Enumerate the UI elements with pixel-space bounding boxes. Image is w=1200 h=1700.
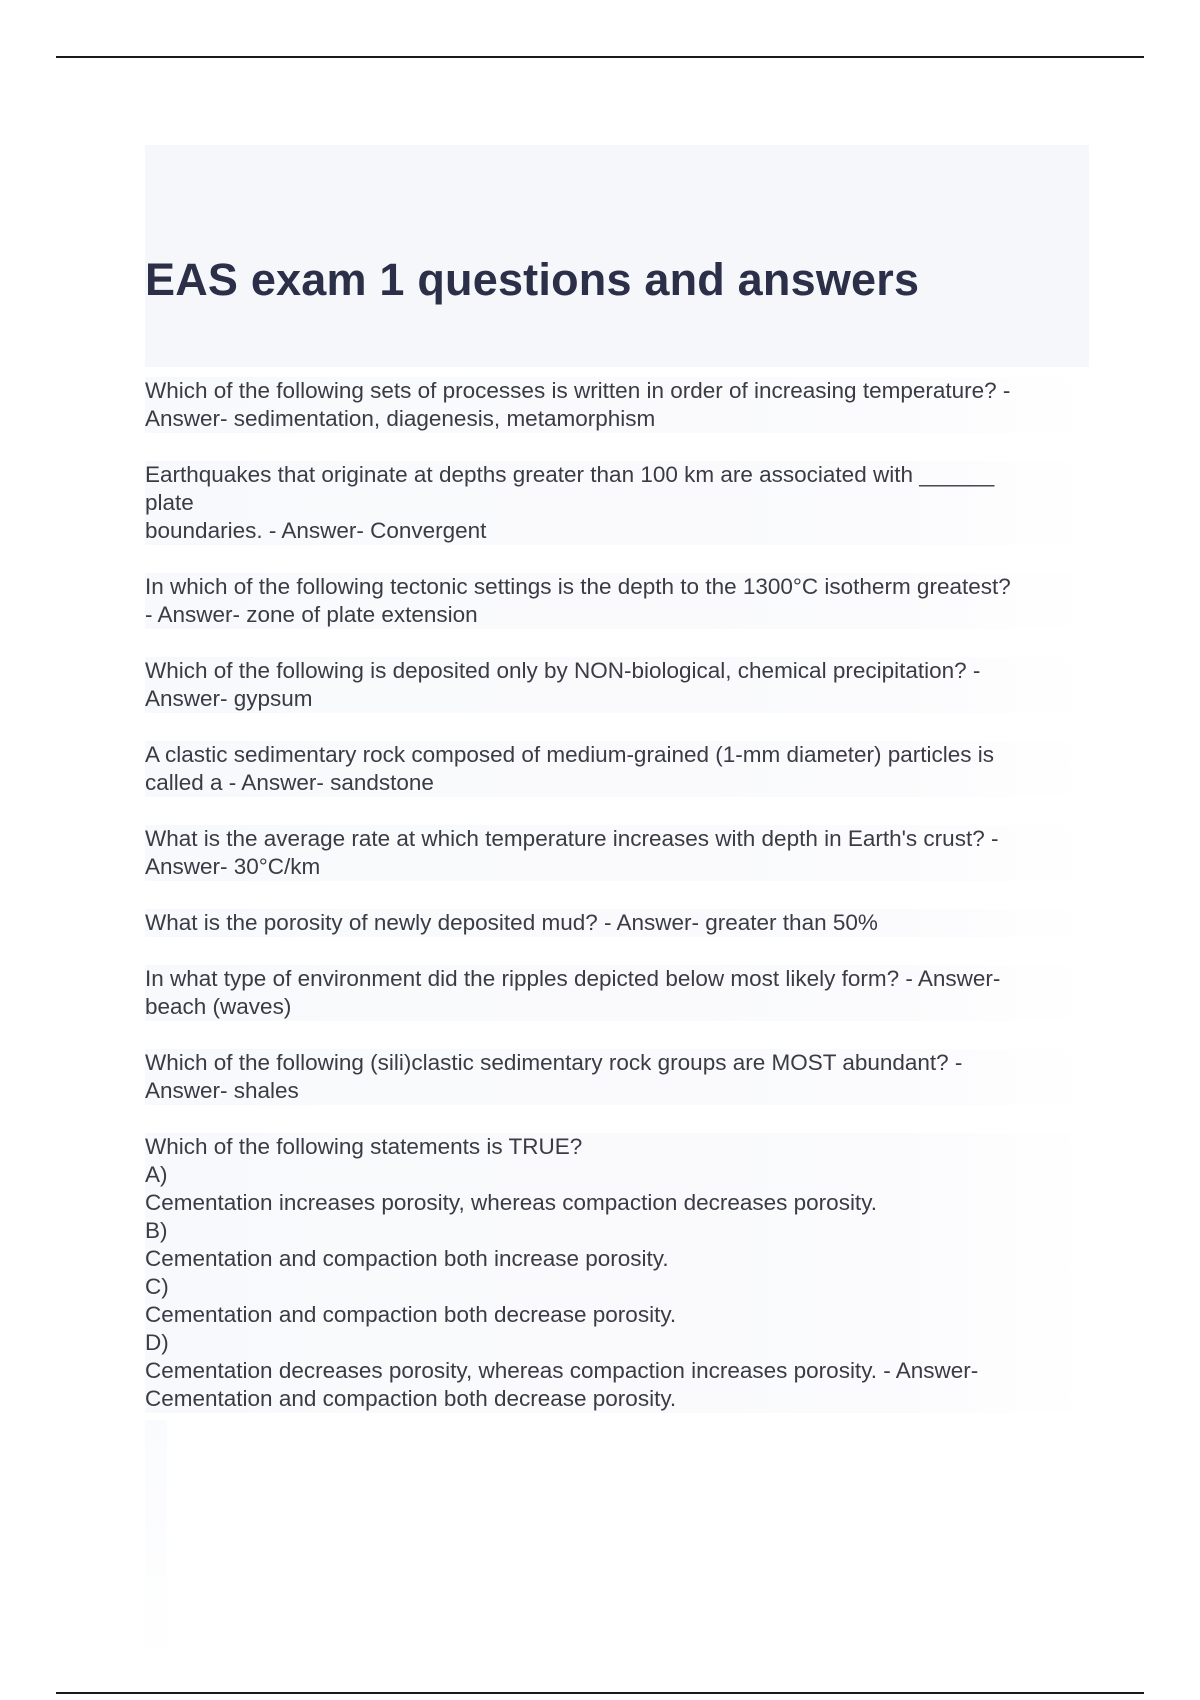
qa-line: Answer- sedimentation, diagenesis, metamorphism (145, 406, 656, 431)
option-text-b: Cementation and compaction both increase porosity. (145, 1246, 669, 1271)
qa-line: What is the average rate at which temperature increases with depth in Earth's crust? - (145, 826, 999, 851)
qa-item (145, 825, 1089, 881)
page-shade (145, 1420, 167, 1680)
qa-item (145, 461, 1089, 545)
qa-line: plate (145, 490, 194, 515)
qa-item (145, 741, 1089, 797)
option-text-d: Cementation decreases porosity, whereas compaction increases porosity. - Answer- (145, 1358, 979, 1383)
qa-line: Answer- shales (145, 1078, 299, 1103)
qa-line: What is the porosity of newly deposited mud? - Answer- greater than 50% (145, 910, 878, 935)
qa-line: In what type of environment did the ripples depicted below most likely form? - Answer- (145, 966, 1001, 991)
bottom-rule (56, 1692, 1144, 1694)
option-label-a: A) (145, 1162, 168, 1187)
qa-item (145, 573, 1089, 629)
option-label-b: B) (145, 1218, 168, 1243)
qa-line: A clastic sedimentary rock composed of medium-grained (1-mm diameter) particles is (145, 742, 995, 767)
qa-line: In which of the following tectonic settings is the depth to the 1300°C isotherm greatest? (145, 574, 1011, 599)
qa-list (145, 377, 1089, 1413)
document-title: EAS exam 1 questions and answers (145, 254, 920, 305)
document-page (145, 145, 1089, 1441)
qa-line: Answer- gypsum (145, 686, 313, 711)
qa-line: beach (waves) (145, 994, 292, 1019)
qa-line: Which of the following is deposited only by NON-biological, chemical precipitation? - (145, 658, 981, 683)
option-text-a: Cementation increases porosity, whereas compaction decreases porosity. (145, 1190, 878, 1215)
top-rule (56, 56, 1144, 58)
option-text-c: Cementation and compaction both decrease porosity. (145, 1302, 677, 1327)
qa-item (145, 1133, 1089, 1413)
qa-item (145, 657, 1089, 713)
qa-line: Cementation and compaction both decrease porosity. (145, 1386, 677, 1411)
option-label-d: D) (145, 1330, 169, 1355)
qa-line: called a - Answer- sandstone (145, 770, 434, 795)
qa-line: boundaries. - Answer- Convergent (145, 518, 487, 543)
qa-item (145, 377, 1089, 433)
qa-line: Which of the following sets of processes is written in order of increasing temperature? - (145, 378, 1011, 403)
title-band (145, 145, 1089, 367)
qa-item (145, 965, 1089, 1021)
qa-line: Which of the following statements is TRUE? (145, 1134, 583, 1159)
qa-line: Which of the following (sili)clastic sedimentary rock groups are MOST abundant? - (145, 1050, 963, 1075)
qa-item (145, 1049, 1089, 1105)
qa-line: Earthquakes that originate at depths greater than 100 km are associated with ______ (145, 462, 995, 487)
qa-line: - Answer- zone of plate extension (145, 602, 478, 627)
option-label-c: C) (145, 1274, 169, 1299)
qa-line: Answer- 30°C/km (145, 854, 321, 879)
qa-item (145, 909, 1089, 937)
